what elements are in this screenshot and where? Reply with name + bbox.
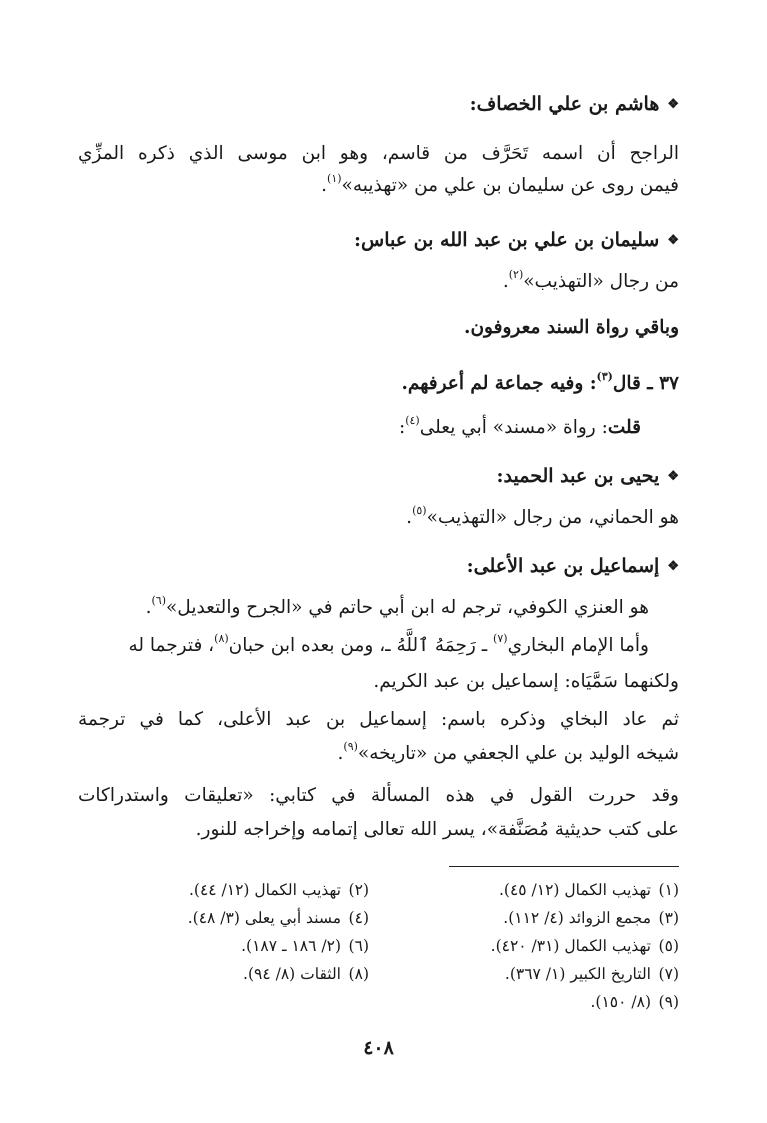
paragraph-line: هو العنزي الكوفي، ترجم له ابن أبي حاتم في «الجرح والتعديل»$^{(٦)}$. (145, 594, 649, 618)
qult-line: قلت: رواة «مسند» أبي يعلى$^{(٤)}$: (398, 414, 641, 438)
footnote-item: (١)تهذيب الكمال (١٢/ ٤٥). (498, 881, 679, 899)
footnote-separator (449, 866, 679, 867)
footnote-ref: (٩) (343, 740, 358, 753)
footnote-item: (٧)التاريخ الكبير (١/ ٣٦٧). (504, 965, 679, 983)
diamond-bullet-icon: ❖ (667, 97, 679, 112)
paragraph-line: الراجح أن اسمه تَحَرَّف من قاسم، وهو ابن موسى الذي ذكره المزِّي (78, 143, 679, 164)
footnote-item: (٥)تهذيب الكمال (٣١/ ٤٢٠). (490, 937, 679, 955)
footnote-ref: (٢) (508, 268, 524, 281)
paragraph-line: ولكنهما سَمَّيَاه: إسماعيل بن عبد الكريم. (373, 671, 679, 692)
footnote-item: (٨)الثقات (٨/ ٩٤). (243, 965, 369, 983)
footnote-item: (٩)(٨/ ١٥٠). (590, 993, 679, 1011)
heading-hashim: ❖هاشم بن علي الخصاف: (78, 90, 679, 119)
page-number: ٤٠٨ (363, 1037, 394, 1059)
footnote-ref: (٥) (412, 504, 427, 517)
paragraph-line: هو الحماني، من رجال «التهذيب»$^{(٥)}$. (406, 504, 679, 528)
paragraph-line: ثم عاد البخاي وذكره باسم: إسماعيل بن عبد الأعلى، كما في ترجمة (78, 709, 679, 730)
paragraph-line: فيمن روى عن سليمان بن علي من «تهذيبه»$^{(١)}$. (321, 172, 679, 196)
book-page (78, 0, 679, 1123)
footnote-ref: (٦) (151, 594, 166, 607)
footnote-item: (٢)تهذيب الكمال (١٢/ ٤٤). (188, 881, 369, 899)
footnote-item: (٦)(٢/ ١٨٦ ـ ١٨٧). (241, 937, 369, 955)
footnote-ref: (٣) (596, 370, 613, 383)
footnote-item: (٣)مجمع الزوائد (٤/ ١١٢). (503, 909, 679, 927)
heading-ismail: ❖إسماعيل بن عبد الأعلى: (78, 552, 679, 581)
diamond-bullet-icon: ❖ (667, 559, 679, 574)
paragraph-line: وباقي رواة السند معروفون. (464, 317, 679, 338)
paragraph-line: من رجال «التهذيب»$^{(٢)}$. (502, 268, 679, 292)
paragraph-line: وقد حررت القول في هذه المسألة في كتابي: «تعليقات واستدراكات (78, 785, 679, 806)
footnote-item: (٤)مسند أبي يعلى (٣/ ٤٨). (187, 909, 369, 927)
footnote-ref: (٧) (493, 632, 508, 645)
paragraph-line: وأما الإمام البخاري$^{(٧)}$ ـ رَحِمَهُ ٱللَّهُ ـ، ومن بعده ابن حبان$^{(٨)}$، فترجما له (128, 632, 649, 656)
paragraph-line: على كتب حديثية مُصَنَّفة»، يسر الله تعالى إتمامه وإخراجه للنور. (195, 819, 679, 840)
diamond-bullet-icon: ❖ (667, 233, 679, 248)
footnote-ref: (٨) (214, 632, 229, 645)
heading-yahya: ❖يحيى بن عبد الحميد: (78, 462, 679, 491)
heading-sulayman: ❖سليمان بن علي بن عبد الله بن عباس: (78, 226, 679, 255)
footnote-ref: (١) (327, 172, 342, 185)
paragraph-line: شيخه الوليد بن علي الجعفي من «تاريخه»$^{(٩)}$. (337, 740, 679, 764)
footnote-ref: (٤) (405, 414, 420, 427)
diamond-bullet-icon: ❖ (667, 469, 679, 484)
hadith-37-line: ٣٧ ـ قال$^{(٣)}$: وفيه جماعة لم أعرفهم. (401, 370, 679, 394)
